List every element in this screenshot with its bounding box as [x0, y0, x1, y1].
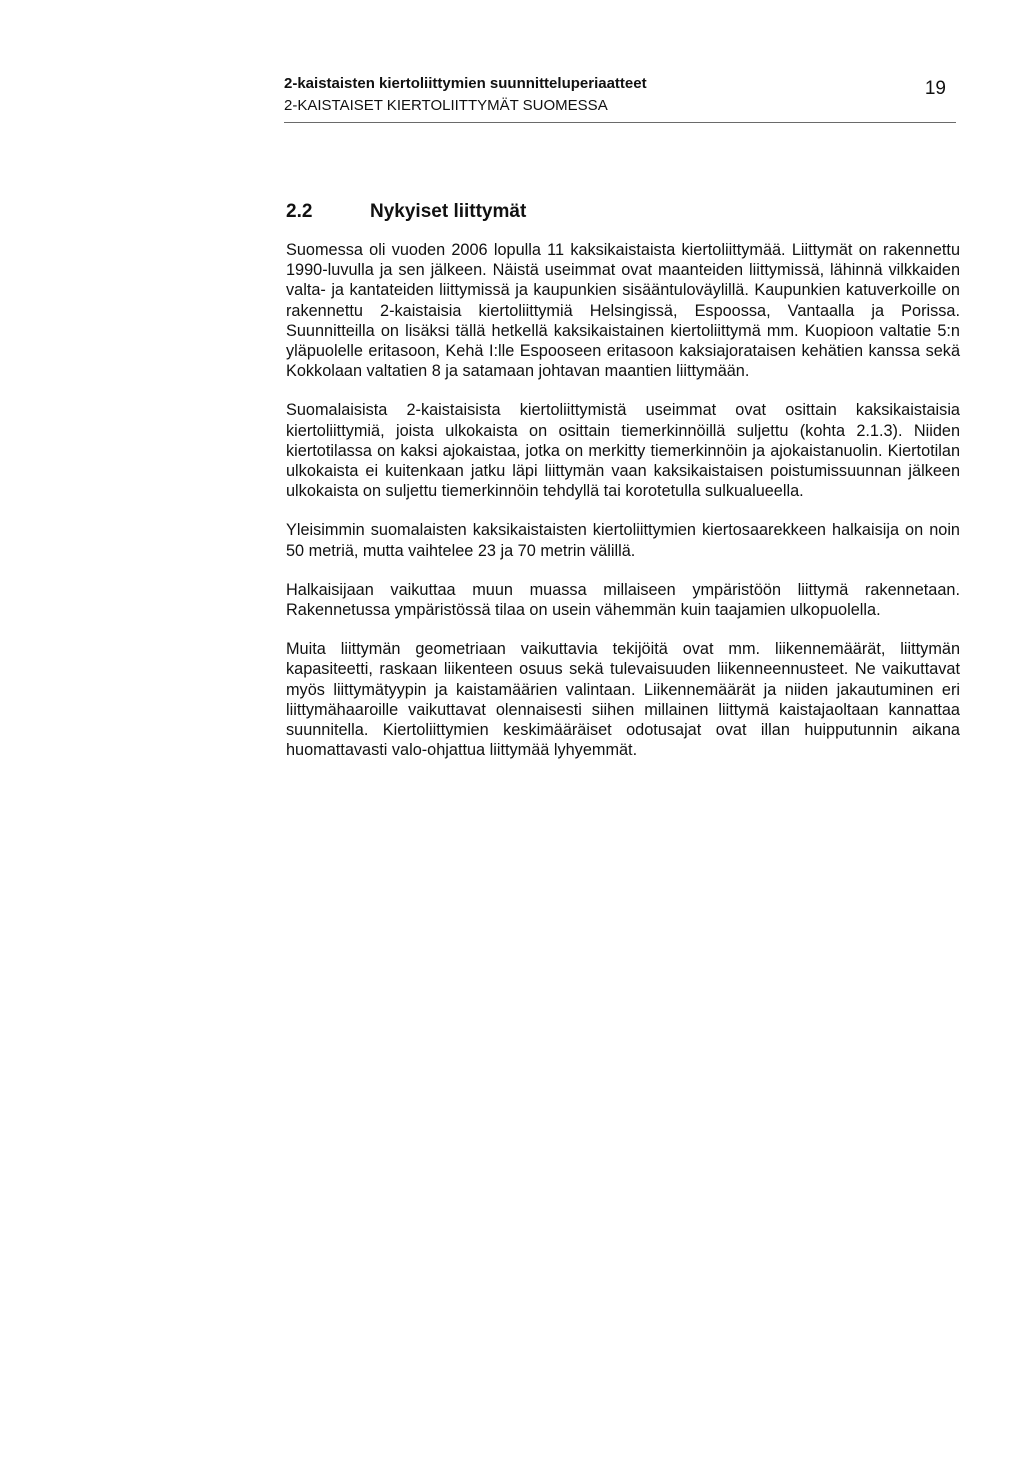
section-number: 2.2: [286, 201, 313, 222]
paragraph-3: Yleisimmin suomalaisten kaksikaistaisten kiertoliittymien kiertosaarekkeen halkaisija on noin 50 metriä, mutta vaihtelee 23 ja 70 metrin välillä.: [286, 521, 960, 560]
paragraph-4: Halkaisijaan vaikuttaa muun muassa millaiseen ympäristöön liittymä rakennetaan. Rakennetussa ympäristössä tilaa on usein vähemmän kuin taajamien ulkopuolella.: [286, 580, 960, 620]
running-header-subtitle: 2-KAISTAISET KIERTOLIITTYMÄT SUOMESSA: [284, 97, 608, 114]
page-number: 19: [924, 78, 946, 99]
paragraph-5: Muita liittymän geometriaan vaikuttavia tekijöitä ovat mm. liikennemäärät, liittymän kapasiteetti, raskaan liikenteen osuus sekä tulevaisuuden liikenneennusteet. Ne vaikuttavat myös liittymätyypin ja kaistamäärien valintaan. Liikennemäärät ja niiden jakautuminen eri liittymähaaroille vaikuttavat olennaisesti siihen millainen liittymä kaistajaoltaan kannattaa suunnitella. Kiertoliittymien keskimääräiset odotusajat ovat illan huipputunnin aikana huomattavasti valo-ohjattua liittymää lyhyemmät.: [286, 640, 960, 760]
section-title: Nykyiset liittymät: [370, 201, 527, 222]
body-text: [286, 240, 960, 779]
header-divider: [284, 122, 956, 123]
running-header-title: 2-kaistaisten kiertoliittymien suunnitteluperiaatteet: [284, 75, 647, 92]
paragraph-1: Suomessa oli vuoden 2006 lopulla 11 kaksikaistaista kiertoliittymää. Liittymät on rakennettu 1990-luvulla ja sen jälkeen. Näistä useimmat ovat maanteiden liittymissä, lähinnä vilkkaiden valta- ja kantateiden liittymissä ja kaupunkien sisääntuloväylillä. Kaupunkien katuverkoille on rakennettu 2-kaistaisia kiertoliittymiä Helsingissä, Espoossa, Vantaalla ja Porissa. Suunnitteilla on lisäksi tällä hetkellä kaksikaistainen kiertoliittymä mm. Kuopioon valtatie 5:n yläpuolelle eritasoon, Kehä I:lle Espooseen eritasoon kaksiajorataisen kehätien kanssa sekä Kokkolaan valtatien 8 ja satamaan johtavan maantien liittymään.: [286, 241, 960, 381]
page-header: [284, 74, 956, 124]
paragraph-2: Suomalaisista 2-kaistaisista kiertoliittymistä useimmat ovat osittain kaksikaistaisia kiertoliittymiä, joista ulkokaista on osittain tiemerkinnöillä suljettu (kohta 2.1.3). Niiden kiertotilassa on kaksi ajokaistaa, jotka on merkitty tiemerkinnöin ja ajokaistanuolin. Kiertotilan ulkokaista ei kuitenkaan jatku läpi liittymän vaan kaksikaistaisen poistumissuunnan jälkeen ulkokaista on suljettu tiemerkinnöin tehdyllä tai korotetulla sulkualueella.: [286, 401, 960, 501]
section-heading: [286, 199, 526, 225]
